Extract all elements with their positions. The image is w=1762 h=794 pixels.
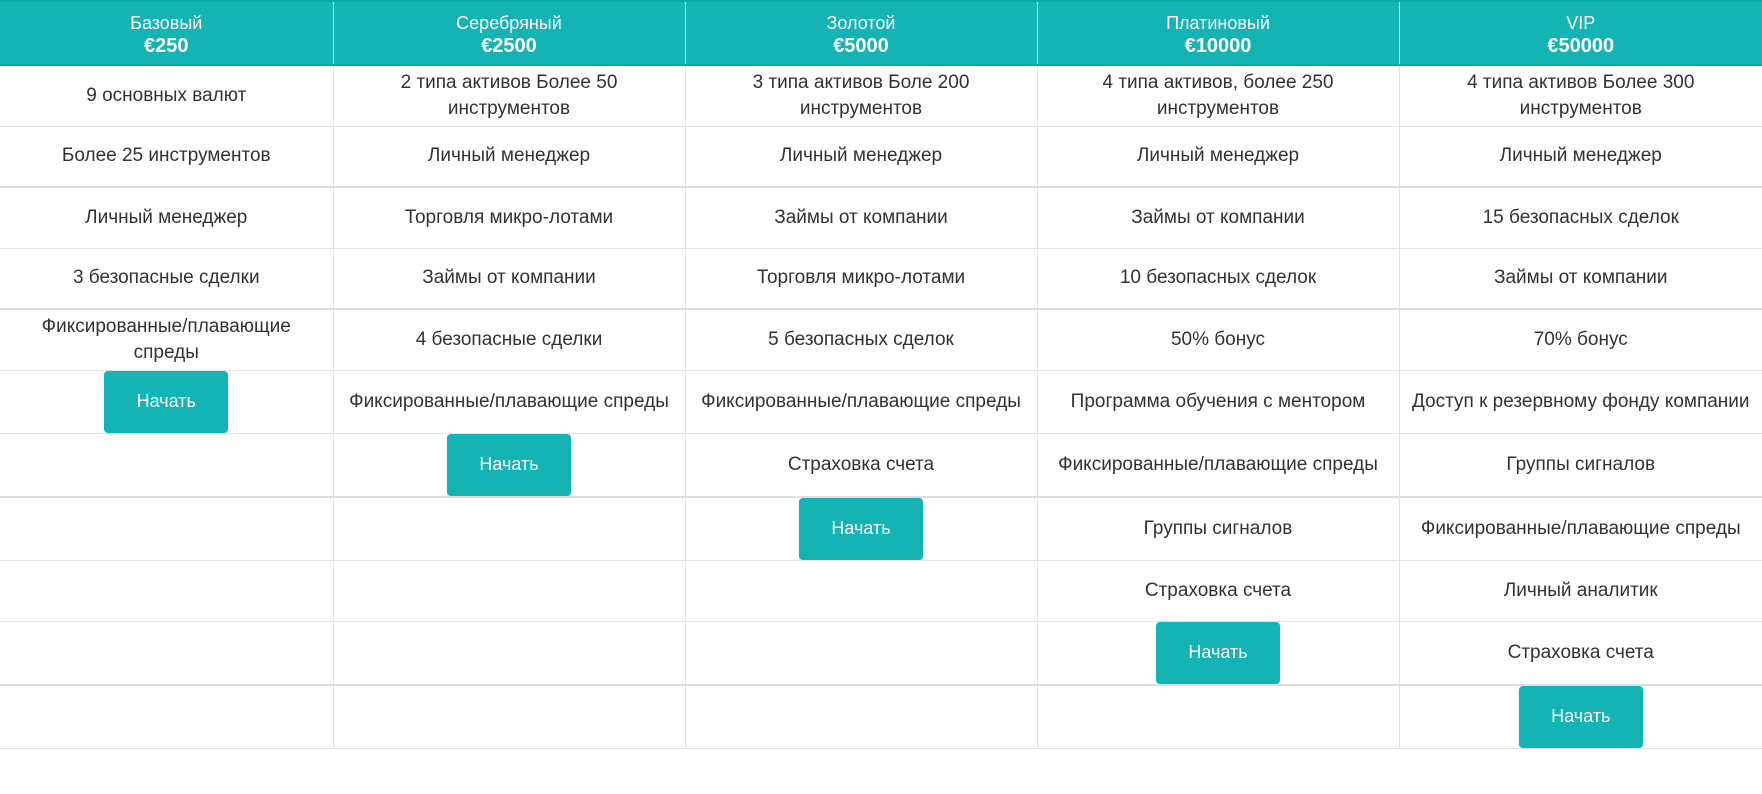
button-cell [0,370,333,433]
empty-cell [0,685,333,749]
empty-cell [333,560,685,621]
feature-row [0,560,1762,621]
empty-cell [333,497,685,561]
feature-cell: Группы сигналов [1037,497,1399,561]
plan-header-platinum [1037,1,1399,65]
plan-price: €250 [144,34,189,57]
feature-cell: Личный менеджер [1399,126,1762,187]
plan-price: €2500 [481,34,537,57]
feature-row [0,433,1762,497]
empty-cell [685,560,1037,621]
feature-cell: Займы от компании [685,187,1037,248]
start-button-basic[interactable]: Начать [104,371,228,433]
feature-cell: Личный менеджер [685,126,1037,187]
feature-row [0,497,1762,561]
empty-cell [0,433,333,497]
feature-row [0,370,1762,433]
feature-cell: Фиксированные/плавающие спреды [333,370,685,433]
plan-name: Платиновый [1166,12,1270,33]
feature-cell: 50% бонус [1037,309,1399,370]
feature-cell: Страховка счета [1399,621,1762,685]
empty-cell [685,621,1037,685]
feature-row [0,248,1762,309]
feature-cell: Личный менеджер [0,187,333,248]
empty-cell [0,497,333,561]
feature-cell: 15 безопасных сделок [1399,187,1762,248]
feature-cell: Торговля микро-лотами [333,187,685,248]
feature-cell: Страховка счета [685,433,1037,497]
feature-cell: Займы от компании [1037,187,1399,248]
feature-cell: Доступ к резервному фонду компании [1399,370,1762,433]
button-cell [333,433,685,497]
plan-header-gold [685,1,1037,65]
plan-price: €10000 [1184,34,1252,57]
feature-cell: Личный менеджер [333,126,685,187]
plan-price: €5000 [833,34,889,57]
feature-cell: Торговля микро-лотами [685,248,1037,309]
feature-cell: Фиксированные/плавающие спреды [1037,433,1399,497]
empty-cell [0,621,333,685]
feature-cell: Личный менеджер [1037,126,1399,187]
feature-cell: 4 типа активов, более 250 инструментов [1037,65,1399,126]
feature-cell: 3 безопасные сделки [0,248,333,309]
feature-row [0,309,1762,370]
plans-header-row [0,1,1762,65]
feature-cell: Займы от компании [1399,248,1762,309]
feature-cell: 70% бонус [1399,309,1762,370]
feature-cell: 5 безопасных сделок [685,309,1037,370]
feature-cell: Страховка счета [1037,560,1399,621]
start-button-platinum[interactable]: Начать [1156,622,1280,684]
feature-row [0,126,1762,187]
empty-cell [685,685,1037,749]
start-button-silver[interactable]: Начать [447,434,571,496]
plan-name: Золотой [826,12,896,33]
plan-header-basic [0,1,333,65]
plan-header-silver [333,1,685,65]
empty-cell [333,685,685,749]
start-button-vip[interactable]: Начать [1519,686,1643,748]
feature-cell: Личный аналитик [1399,560,1762,621]
feature-cell: Фиксированные/плавающие спреды [0,309,333,370]
plan-name: Серебряный [456,12,562,33]
empty-cell [333,621,685,685]
button-cell [1399,685,1762,749]
plan-price: €50000 [1547,34,1615,57]
feature-cell: Более 25 инструментов [0,126,333,187]
feature-cell: 10 безопасных сделок [1037,248,1399,309]
button-cell [685,497,1037,561]
feature-cell: Займы от компании [333,248,685,309]
feature-row [0,65,1762,126]
feature-row [0,187,1762,248]
feature-cell: Фиксированные/плавающие спреды [1399,497,1762,561]
empty-cell [0,560,333,621]
feature-cell: Фиксированные/плавающие спреды [685,370,1037,433]
plan-name: Базовый [130,12,203,33]
feature-cell: 4 безопасные сделки [333,309,685,370]
empty-cell [1037,685,1399,749]
feature-cell: 4 типа активов Более 300 инструментов [1399,65,1762,126]
plan-header-vip [1399,1,1762,65]
feature-row [0,621,1762,685]
start-button-gold[interactable]: Начать [799,498,923,560]
feature-cell: Программа обучения с ментором [1037,370,1399,433]
feature-cell: Группы сигналов [1399,433,1762,497]
feature-cell: 9 основных валют [0,65,333,126]
feature-row [0,685,1762,749]
plan-name: VIP [1566,12,1596,33]
button-cell [1037,621,1399,685]
feature-cell: 3 типа активов Боле 200 инструментов [685,65,1037,126]
feature-cell: 2 типа активов Более 50 инструментов [333,65,685,126]
